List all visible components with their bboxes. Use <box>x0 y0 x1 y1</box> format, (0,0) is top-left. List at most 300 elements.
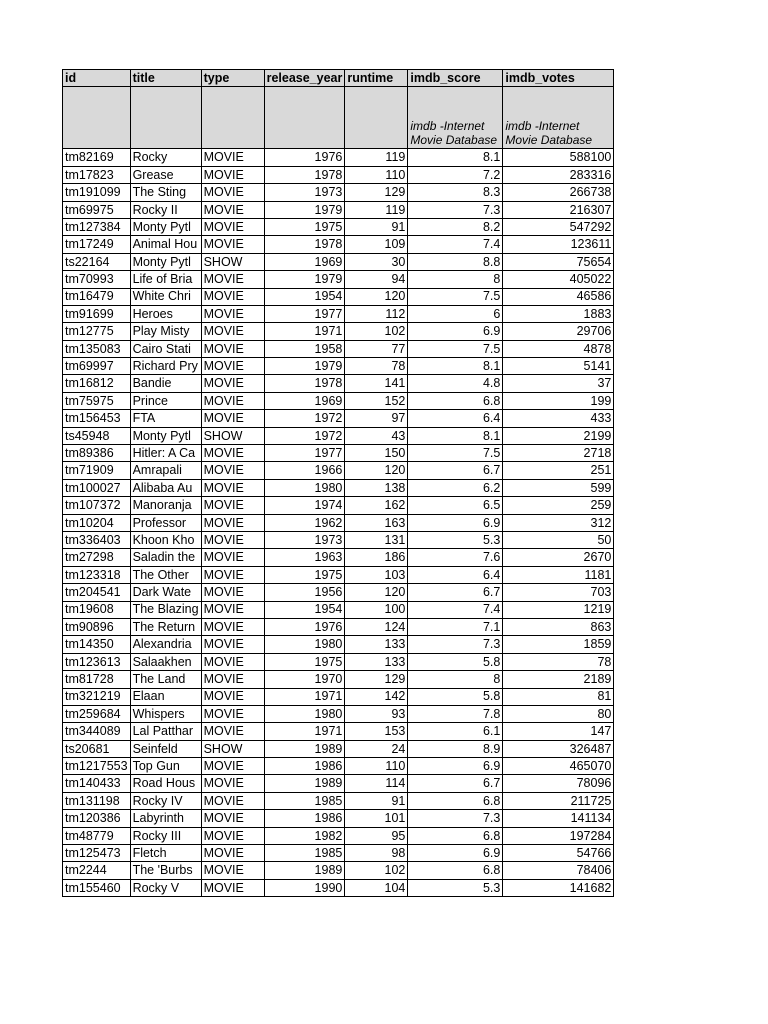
cell-type[interactable]: MOVIE <box>201 862 264 879</box>
cell-type[interactable]: MOVIE <box>201 723 264 740</box>
cell-imdb-votes[interactable]: 1859 <box>503 636 614 653</box>
cell-type[interactable]: MOVIE <box>201 618 264 635</box>
cell-imdb-votes[interactable]: 141682 <box>503 879 614 896</box>
cell-runtime[interactable]: 98 <box>345 845 408 862</box>
cell-imdb-votes[interactable]: 75654 <box>503 253 614 270</box>
cell-imdb-score[interactable]: 6.9 <box>408 845 503 862</box>
cell-title[interactable]: Rocky V <box>130 879 201 896</box>
cell-release-year[interactable]: 1975 <box>264 218 345 235</box>
cell-imdb-votes[interactable]: 81 <box>503 688 614 705</box>
cell-runtime[interactable]: 129 <box>345 184 408 201</box>
cell-release-year[interactable]: 1962 <box>264 514 345 531</box>
cell-type[interactable]: SHOW <box>201 740 264 757</box>
cell-runtime[interactable]: 77 <box>345 340 408 357</box>
cell-title[interactable]: Rocky III <box>130 827 201 844</box>
cell-title[interactable]: Whispers <box>130 705 201 722</box>
cell-imdb-score[interactable]: 6.5 <box>408 497 503 514</box>
cell-title[interactable]: Prince <box>130 392 201 409</box>
cell-release-year[interactable]: 1972 <box>264 427 345 444</box>
column-header-id[interactable]: id <box>63 70 131 87</box>
cell-id[interactable]: ts20681 <box>63 740 131 757</box>
cell-title[interactable]: Elaan <box>130 688 201 705</box>
cell-imdb-score[interactable]: 8.1 <box>408 358 503 375</box>
cell-release-year[interactable]: 1969 <box>264 253 345 270</box>
cell-title[interactable]: Richard Pry <box>130 358 201 375</box>
cell-id[interactable]: tm204541 <box>63 584 131 601</box>
cell-imdb-score[interactable]: 8.1 <box>408 427 503 444</box>
cell-title[interactable]: Salaakhen <box>130 653 201 670</box>
cell-id[interactable]: tm10204 <box>63 514 131 531</box>
cell-release-year[interactable]: 1977 <box>264 445 345 462</box>
cell-title[interactable]: The Land <box>130 671 201 688</box>
cell-imdb-votes[interactable]: 599 <box>503 479 614 496</box>
cell-type[interactable]: MOVIE <box>201 810 264 827</box>
cell-release-year[interactable]: 1978 <box>264 166 345 183</box>
cell-title[interactable]: Cairo Stati <box>130 340 201 357</box>
cell-title[interactable]: The Return <box>130 618 201 635</box>
cell-type[interactable]: MOVIE <box>201 305 264 322</box>
column-header-release-year[interactable]: release_year <box>264 70 345 87</box>
cell-imdb-score[interactable]: 8.3 <box>408 184 503 201</box>
cell-release-year[interactable]: 1971 <box>264 323 345 340</box>
cell-runtime[interactable]: 93 <box>345 705 408 722</box>
cell-type[interactable]: MOVIE <box>201 323 264 340</box>
cell-id[interactable]: tm155460 <box>63 879 131 896</box>
cell-id[interactable]: tm90896 <box>63 618 131 635</box>
cell-title[interactable]: The Sting <box>130 184 201 201</box>
cell-type[interactable]: MOVIE <box>201 445 264 462</box>
cell-type[interactable]: MOVIE <box>201 549 264 566</box>
cell-title[interactable]: Top Gun <box>130 758 201 775</box>
cell-release-year[interactable]: 1976 <box>264 618 345 635</box>
cell-id[interactable]: tm17823 <box>63 166 131 183</box>
cell-runtime[interactable]: 103 <box>345 566 408 583</box>
cell-release-year[interactable]: 1978 <box>264 236 345 253</box>
cell-id[interactable]: tm123613 <box>63 653 131 670</box>
cell-runtime[interactable]: 30 <box>345 253 408 270</box>
cell-release-year[interactable]: 1979 <box>264 271 345 288</box>
cell-id[interactable]: tm89386 <box>63 445 131 462</box>
cell-runtime[interactable]: 129 <box>345 671 408 688</box>
cell-release-year[interactable]: 1971 <box>264 688 345 705</box>
cell-type[interactable]: MOVIE <box>201 688 264 705</box>
cell-release-year[interactable]: 1989 <box>264 740 345 757</box>
cell-imdb-votes[interactable]: 78406 <box>503 862 614 879</box>
cell-type[interactable]: MOVIE <box>201 149 264 166</box>
cell-type[interactable]: MOVIE <box>201 497 264 514</box>
cell-id[interactable]: tm16812 <box>63 375 131 392</box>
cell-title[interactable]: Monty Pytl <box>130 218 201 235</box>
cell-imdb-votes[interactable]: 141134 <box>503 810 614 827</box>
cell-imdb-votes[interactable]: 211725 <box>503 792 614 809</box>
cell-imdb-votes[interactable]: 50 <box>503 531 614 548</box>
cell-type[interactable]: MOVIE <box>201 514 264 531</box>
cell-release-year[interactable]: 1973 <box>264 531 345 548</box>
cell-release-year[interactable]: 1963 <box>264 549 345 566</box>
cell-runtime[interactable]: 120 <box>345 288 408 305</box>
cell-imdb-votes[interactable]: 123611 <box>503 236 614 253</box>
cell-release-year[interactable]: 1975 <box>264 566 345 583</box>
cell-release-year[interactable]: 1954 <box>264 288 345 305</box>
cell-type[interactable]: MOVIE <box>201 358 264 375</box>
cell-id[interactable]: tm1217553 <box>63 758 131 775</box>
cell-title[interactable]: Amrapali <box>130 462 201 479</box>
cell-imdb-score[interactable]: 5.3 <box>408 531 503 548</box>
cell-type[interactable]: MOVIE <box>201 218 264 235</box>
cell-id[interactable]: tm82169 <box>63 149 131 166</box>
cell-id[interactable]: tm191099 <box>63 184 131 201</box>
cell-title[interactable]: Professor <box>130 514 201 531</box>
cell-imdb-score[interactable]: 8.8 <box>408 253 503 270</box>
cell-release-year[interactable]: 1956 <box>264 584 345 601</box>
cell-runtime[interactable]: 141 <box>345 375 408 392</box>
cell-release-year[interactable]: 1979 <box>264 358 345 375</box>
cell-title[interactable]: Grease <box>130 166 201 183</box>
cell-runtime[interactable]: 124 <box>345 618 408 635</box>
cell-id[interactable]: tm107372 <box>63 497 131 514</box>
cell-imdb-votes[interactable]: 2718 <box>503 445 614 462</box>
cell-title[interactable]: Play Misty <box>130 323 201 340</box>
cell-type[interactable]: MOVIE <box>201 288 264 305</box>
cell-imdb-votes[interactable]: 78 <box>503 653 614 670</box>
cell-title[interactable]: Khoon Kho <box>130 531 201 548</box>
cell-runtime[interactable]: 114 <box>345 775 408 792</box>
cell-imdb-score[interactable]: 5.8 <box>408 653 503 670</box>
cell-id[interactable]: tm69975 <box>63 201 131 218</box>
cell-release-year[interactable]: 1971 <box>264 723 345 740</box>
description-cell-imdb-votes[interactable] <box>503 87 614 149</box>
cell-release-year[interactable]: 1978 <box>264 375 345 392</box>
cell-imdb-votes[interactable]: 54766 <box>503 845 614 862</box>
cell-type[interactable]: MOVIE <box>201 375 264 392</box>
cell-imdb-score[interactable]: 8.2 <box>408 218 503 235</box>
cell-title[interactable]: Alibaba Au <box>130 479 201 496</box>
cell-release-year[interactable]: 1979 <box>264 201 345 218</box>
cell-release-year[interactable]: 1969 <box>264 392 345 409</box>
cell-id[interactable]: tm336403 <box>63 531 131 548</box>
cell-type[interactable]: MOVIE <box>201 340 264 357</box>
cell-id[interactable]: tm81728 <box>63 671 131 688</box>
cell-id[interactable]: tm131198 <box>63 792 131 809</box>
cell-runtime[interactable]: 91 <box>345 218 408 235</box>
cell-id[interactable]: tm12775 <box>63 323 131 340</box>
cell-id[interactable]: ts45948 <box>63 427 131 444</box>
cell-runtime[interactable]: 94 <box>345 271 408 288</box>
cell-runtime[interactable]: 95 <box>345 827 408 844</box>
cell-imdb-votes[interactable]: 259 <box>503 497 614 514</box>
cell-runtime[interactable]: 153 <box>345 723 408 740</box>
cell-imdb-score[interactable]: 6.4 <box>408 410 503 427</box>
cell-release-year[interactable]: 1986 <box>264 758 345 775</box>
cell-release-year[interactable]: 1985 <box>264 845 345 862</box>
cell-title[interactable]: Bandie <box>130 375 201 392</box>
cell-id[interactable]: tm17249 <box>63 236 131 253</box>
cell-id[interactable]: tm75975 <box>63 392 131 409</box>
cell-release-year[interactable]: 1989 <box>264 775 345 792</box>
cell-imdb-votes[interactable]: 1181 <box>503 566 614 583</box>
cell-imdb-votes[interactable]: 2670 <box>503 549 614 566</box>
cell-imdb-votes[interactable]: 80 <box>503 705 614 722</box>
cell-id[interactable]: tm48779 <box>63 827 131 844</box>
cell-imdb-votes[interactable]: 78096 <box>503 775 614 792</box>
cell-runtime[interactable]: 97 <box>345 410 408 427</box>
cell-release-year[interactable]: 1970 <box>264 671 345 688</box>
cell-type[interactable]: MOVIE <box>201 479 264 496</box>
cell-id[interactable]: tm27298 <box>63 549 131 566</box>
cell-id[interactable]: tm14350 <box>63 636 131 653</box>
cell-imdb-score[interactable]: 7.4 <box>408 236 503 253</box>
cell-runtime[interactable]: 78 <box>345 358 408 375</box>
cell-title[interactable]: Seinfeld <box>130 740 201 757</box>
column-header-imdb-score[interactable]: imdb_score <box>408 70 503 87</box>
cell-runtime[interactable]: 131 <box>345 531 408 548</box>
cell-imdb-score[interactable]: 5.8 <box>408 688 503 705</box>
cell-title[interactable]: Lal Patthar <box>130 723 201 740</box>
column-header-type[interactable]: type <box>201 70 264 87</box>
cell-id[interactable]: tm69997 <box>63 358 131 375</box>
cell-title[interactable]: Heroes <box>130 305 201 322</box>
cell-title[interactable]: Life of Bria <box>130 271 201 288</box>
cell-imdb-votes[interactable]: 46586 <box>503 288 614 305</box>
cell-imdb-votes[interactable]: 1219 <box>503 601 614 618</box>
cell-type[interactable]: MOVIE <box>201 392 264 409</box>
cell-imdb-votes[interactable]: 1883 <box>503 305 614 322</box>
column-header-runtime[interactable]: runtime <box>345 70 408 87</box>
cell-runtime[interactable]: 102 <box>345 323 408 340</box>
cell-runtime[interactable]: 152 <box>345 392 408 409</box>
cell-imdb-score[interactable]: 8 <box>408 271 503 288</box>
cell-type[interactable]: MOVIE <box>201 410 264 427</box>
cell-imdb-votes[interactable]: 5141 <box>503 358 614 375</box>
cell-type[interactable]: MOVIE <box>201 271 264 288</box>
cell-title[interactable]: Saladin the <box>130 549 201 566</box>
cell-runtime[interactable]: 100 <box>345 601 408 618</box>
cell-type[interactable]: MOVIE <box>201 653 264 670</box>
cell-runtime[interactable]: 150 <box>345 445 408 462</box>
cell-runtime[interactable]: 120 <box>345 462 408 479</box>
cell-runtime[interactable]: 142 <box>345 688 408 705</box>
cell-imdb-score[interactable]: 7.5 <box>408 445 503 462</box>
cell-imdb-votes[interactable]: 405022 <box>503 271 614 288</box>
cell-type[interactable]: MOVIE <box>201 671 264 688</box>
cell-imdb-score[interactable]: 6.7 <box>408 775 503 792</box>
cell-id[interactable]: tm70993 <box>63 271 131 288</box>
cell-runtime[interactable]: 109 <box>345 236 408 253</box>
cell-type[interactable]: MOVIE <box>201 566 264 583</box>
cell-runtime[interactable]: 104 <box>345 879 408 896</box>
cell-title[interactable]: Fletch <box>130 845 201 862</box>
cell-title[interactable]: The 'Burbs <box>130 862 201 879</box>
cell-id[interactable]: tm156453 <box>63 410 131 427</box>
cell-runtime[interactable]: 119 <box>345 149 408 166</box>
cell-imdb-score[interactable]: 8.9 <box>408 740 503 757</box>
cell-id[interactable]: tm127384 <box>63 218 131 235</box>
cell-release-year[interactable]: 1977 <box>264 305 345 322</box>
cell-imdb-score[interactable]: 6.1 <box>408 723 503 740</box>
cell-type[interactable]: MOVIE <box>201 531 264 548</box>
cell-id[interactable]: tm19608 <box>63 601 131 618</box>
cell-imdb-votes[interactable]: 251 <box>503 462 614 479</box>
cell-imdb-votes[interactable]: 465070 <box>503 758 614 775</box>
cell-release-year[interactable]: 1958 <box>264 340 345 357</box>
cell-imdb-votes[interactable]: 266738 <box>503 184 614 201</box>
cell-title[interactable]: The Blazing <box>130 601 201 618</box>
cell-runtime[interactable]: 43 <box>345 427 408 444</box>
cell-id[interactable]: tm123318 <box>63 566 131 583</box>
cell-runtime[interactable]: 24 <box>345 740 408 757</box>
cell-title[interactable]: Monty Pytl <box>130 253 201 270</box>
cell-imdb-score[interactable]: 8.1 <box>408 149 503 166</box>
cell-imdb-score[interactable]: 6.8 <box>408 792 503 809</box>
cell-id[interactable]: tm135083 <box>63 340 131 357</box>
cell-release-year[interactable]: 1980 <box>264 479 345 496</box>
cell-imdb-score[interactable]: 6.8 <box>408 862 503 879</box>
cell-type[interactable]: MOVIE <box>201 845 264 862</box>
cell-imdb-votes[interactable]: 588100 <box>503 149 614 166</box>
cell-type[interactable]: MOVIE <box>201 636 264 653</box>
cell-type[interactable]: MOVIE <box>201 601 264 618</box>
cell-imdb-score[interactable]: 8 <box>408 671 503 688</box>
cell-id[interactable]: ts22164 <box>63 253 131 270</box>
description-cell-title[interactable] <box>130 87 201 149</box>
cell-release-year[interactable]: 1990 <box>264 879 345 896</box>
cell-imdb-votes[interactable]: 37 <box>503 375 614 392</box>
cell-title[interactable]: Manoranja <box>130 497 201 514</box>
cell-imdb-score[interactable]: 6.9 <box>408 323 503 340</box>
cell-imdb-votes[interactable]: 29706 <box>503 323 614 340</box>
cell-id[interactable]: tm120386 <box>63 810 131 827</box>
cell-imdb-score[interactable]: 7.8 <box>408 705 503 722</box>
cell-release-year[interactable]: 1980 <box>264 705 345 722</box>
cell-imdb-votes[interactable]: 197284 <box>503 827 614 844</box>
cell-runtime[interactable]: 163 <box>345 514 408 531</box>
cell-release-year[interactable]: 1986 <box>264 810 345 827</box>
cell-title[interactable]: Rocky <box>130 149 201 166</box>
cell-imdb-votes[interactable]: 147 <box>503 723 614 740</box>
cell-type[interactable]: MOVIE <box>201 584 264 601</box>
cell-imdb-votes[interactable]: 547292 <box>503 218 614 235</box>
cell-id[interactable]: tm100027 <box>63 479 131 496</box>
cell-release-year[interactable]: 1985 <box>264 792 345 809</box>
cell-id[interactable]: tm321219 <box>63 688 131 705</box>
cell-release-year[interactable]: 1976 <box>264 149 345 166</box>
cell-imdb-score[interactable]: 6.7 <box>408 462 503 479</box>
cell-title[interactable]: Rocky IV <box>130 792 201 809</box>
cell-runtime[interactable]: 101 <box>345 810 408 827</box>
cell-title[interactable]: White Chri <box>130 288 201 305</box>
description-cell-id[interactable] <box>63 87 131 149</box>
cell-runtime[interactable]: 133 <box>345 653 408 670</box>
cell-release-year[interactable]: 1975 <box>264 653 345 670</box>
cell-imdb-score[interactable]: 6.7 <box>408 584 503 601</box>
cell-imdb-score[interactable]: 6 <box>408 305 503 322</box>
cell-imdb-score[interactable]: 6.2 <box>408 479 503 496</box>
cell-runtime[interactable]: 162 <box>345 497 408 514</box>
cell-type[interactable]: MOVIE <box>201 758 264 775</box>
cell-title[interactable]: Road Hous <box>130 775 201 792</box>
cell-imdb-votes[interactable]: 283316 <box>503 166 614 183</box>
cell-runtime[interactable]: 120 <box>345 584 408 601</box>
cell-release-year[interactable]: 1972 <box>264 410 345 427</box>
cell-id[interactable]: tm16479 <box>63 288 131 305</box>
column-header-title[interactable]: title <box>130 70 201 87</box>
cell-imdb-votes[interactable]: 326487 <box>503 740 614 757</box>
cell-id[interactable]: tm2244 <box>63 862 131 879</box>
cell-imdb-votes[interactable]: 2199 <box>503 427 614 444</box>
cell-title[interactable]: Rocky II <box>130 201 201 218</box>
cell-runtime[interactable]: 110 <box>345 758 408 775</box>
cell-type[interactable]: SHOW <box>201 427 264 444</box>
cell-type[interactable]: MOVIE <box>201 236 264 253</box>
cell-title[interactable]: Hitler: A Ca <box>130 445 201 462</box>
cell-title[interactable]: Alexandria <box>130 636 201 653</box>
cell-imdb-score[interactable]: 7.3 <box>408 636 503 653</box>
cell-runtime[interactable]: 138 <box>345 479 408 496</box>
description-cell-type[interactable] <box>201 87 264 149</box>
cell-imdb-score[interactable]: 6.9 <box>408 758 503 775</box>
description-cell-runtime[interactable] <box>345 87 408 149</box>
cell-imdb-votes[interactable]: 863 <box>503 618 614 635</box>
cell-type[interactable]: MOVIE <box>201 184 264 201</box>
cell-type[interactable]: MOVIE <box>201 879 264 896</box>
cell-type[interactable]: SHOW <box>201 253 264 270</box>
cell-imdb-score[interactable]: 7.3 <box>408 201 503 218</box>
cell-type[interactable]: MOVIE <box>201 792 264 809</box>
cell-imdb-score[interactable]: 7.6 <box>408 549 503 566</box>
cell-imdb-score[interactable]: 6.4 <box>408 566 503 583</box>
cell-release-year[interactable]: 1954 <box>264 601 345 618</box>
cell-type[interactable]: MOVIE <box>201 166 264 183</box>
cell-imdb-score[interactable]: 6.8 <box>408 392 503 409</box>
cell-release-year[interactable]: 1966 <box>264 462 345 479</box>
cell-runtime[interactable]: 186 <box>345 549 408 566</box>
cell-type[interactable]: MOVIE <box>201 775 264 792</box>
cell-title[interactable]: Monty Pytl <box>130 427 201 444</box>
cell-runtime[interactable]: 112 <box>345 305 408 322</box>
cell-release-year[interactable]: 1982 <box>264 827 345 844</box>
cell-title[interactable]: Labyrinth <box>130 810 201 827</box>
cell-id[interactable]: tm125473 <box>63 845 131 862</box>
description-cell-imdb-score[interactable] <box>408 87 503 149</box>
cell-runtime[interactable]: 110 <box>345 166 408 183</box>
cell-imdb-score[interactable]: 4.8 <box>408 375 503 392</box>
cell-release-year[interactable]: 1989 <box>264 862 345 879</box>
cell-imdb-score[interactable]: 7.1 <box>408 618 503 635</box>
cell-runtime[interactable]: 102 <box>345 862 408 879</box>
cell-release-year[interactable]: 1980 <box>264 636 345 653</box>
cell-type[interactable]: MOVIE <box>201 827 264 844</box>
cell-runtime[interactable]: 133 <box>345 636 408 653</box>
cell-title[interactable]: The Other <box>130 566 201 583</box>
cell-release-year[interactable]: 1974 <box>264 497 345 514</box>
cell-runtime[interactable]: 91 <box>345 792 408 809</box>
cell-type[interactable]: MOVIE <box>201 462 264 479</box>
cell-imdb-votes[interactable]: 312 <box>503 514 614 531</box>
cell-imdb-score[interactable]: 7.3 <box>408 810 503 827</box>
cell-imdb-votes[interactable]: 433 <box>503 410 614 427</box>
cell-imdb-score[interactable]: 6.9 <box>408 514 503 531</box>
cell-id[interactable]: tm140433 <box>63 775 131 792</box>
cell-imdb-votes[interactable]: 199 <box>503 392 614 409</box>
cell-type[interactable]: MOVIE <box>201 705 264 722</box>
cell-runtime[interactable]: 119 <box>345 201 408 218</box>
cell-title[interactable]: FTA <box>130 410 201 427</box>
cell-imdb-score[interactable]: 5.3 <box>408 879 503 896</box>
cell-imdb-score[interactable]: 7.4 <box>408 601 503 618</box>
cell-id[interactable]: tm259684 <box>63 705 131 722</box>
cell-imdb-votes[interactable]: 2189 <box>503 671 614 688</box>
description-cell-release-year[interactable] <box>264 87 345 149</box>
